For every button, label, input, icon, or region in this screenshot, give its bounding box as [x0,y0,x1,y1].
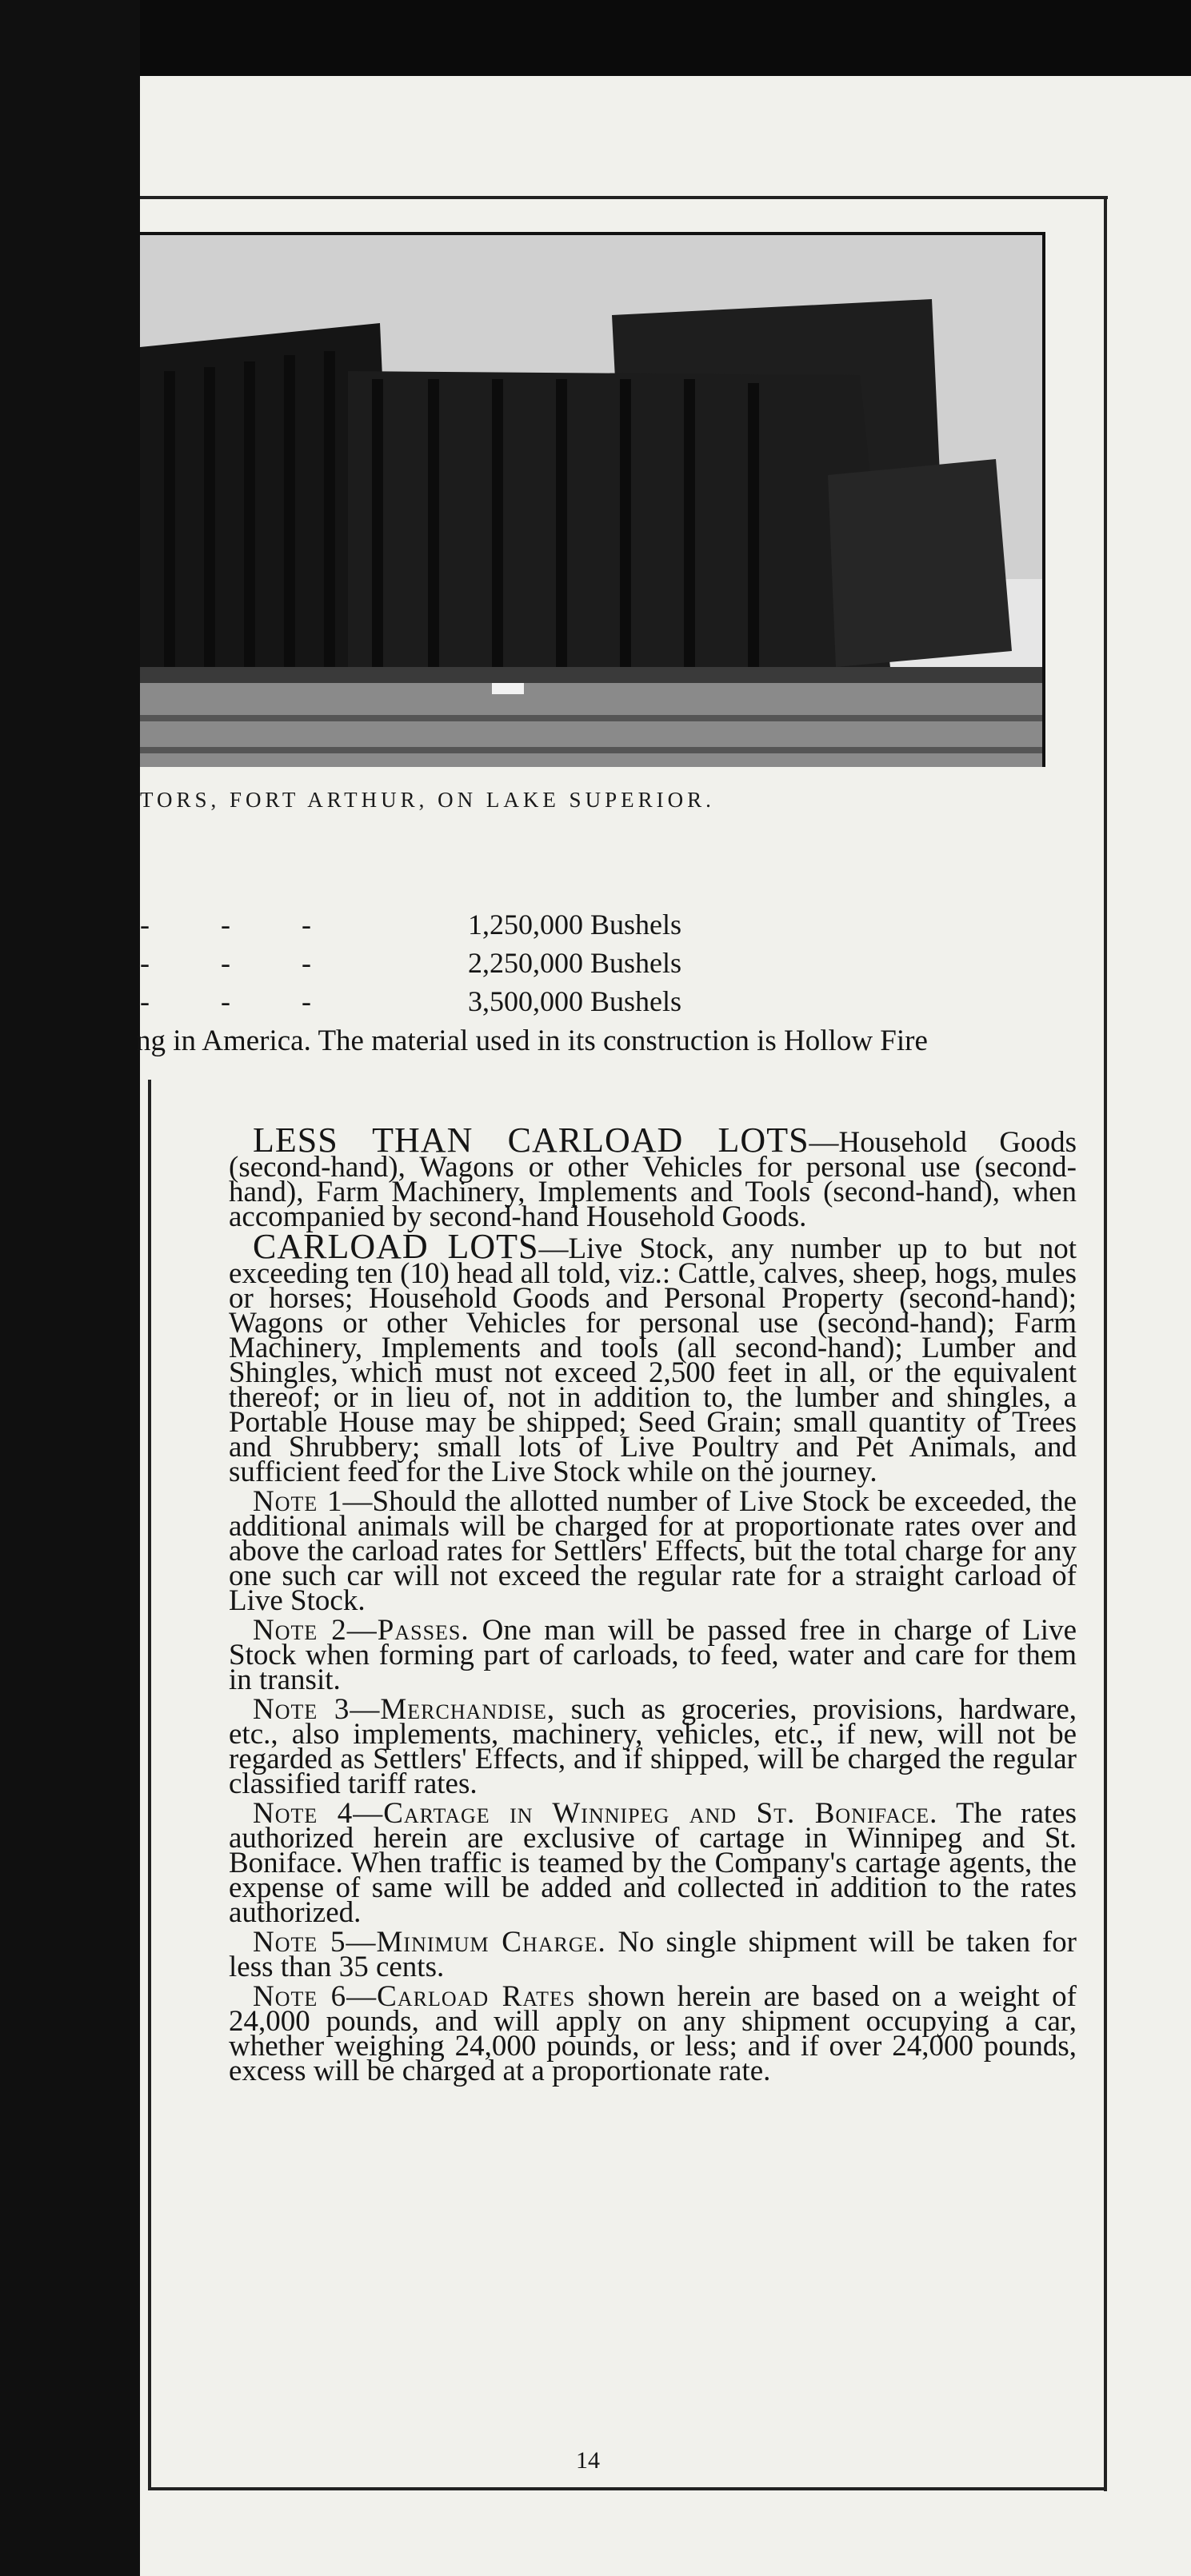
photo-caption: TORS, FORT ARTHUR, ON LAKE SUPERIOR. [140,788,715,812]
capacity-value: 1,250,000 Bushels [468,909,682,941]
paragraph-carload [229,1227,1077,1488]
elevator-illustration [140,235,1042,767]
note-1-body: —Should the allotted number of Live Stock be exceeded, the additional animals will be charged for at proportionate rates over and above the carload rates for Settlers' Effects, but the total charge for any one such car will not exceed the regular rate for a straight carload of Live Stock. [229,1485,1077,1617]
note-5-head: Note 5—Minimum Charge. [253,1926,606,1959]
note-1-head: Note 1 [253,1485,343,1518]
note-5 [229,1926,1077,1983]
note-1 [229,1485,1077,1617]
note-4-body: The rates authorized herein are exclusive of cartage in Winnipeg and St. Boniface. When traffic is teamed by the Company's cartage agents, the expense of same will be added and collected in addition to the rates authorized. [229,1797,1077,1929]
note-4-head: Note 4—Cartage in Winnipeg and St. Boniface. [253,1797,938,1830]
grain-elevator-photo [140,232,1045,767]
less-than-carload-body: —Household Goods (second-hand), Wagons or other Vehicles for personal use (second-hand), Farm Machinery, Implements and Tools (second-hand), when accompanied by second-hand Household Goods. [229,1126,1077,1233]
paragraph-less-than-carload [229,1120,1077,1233]
note-6 [229,1980,1077,2087]
note-3-body: such as groceries, provisions, hardware, etc., also implements, machinery, vehicles, etc., if new, will not be regarded as Settlers' Effects, and if shipped, will be charged the regular classified tariff rates. [229,1693,1077,1800]
note-3 [229,1693,1077,1800]
leader-dashes: - - - [140,985,343,1017]
note-6-head: Note 6—Carload Rates [253,1980,576,2013]
note-5-body: No single shipment will be taken for less than 35 cents. [229,1926,1077,1983]
note-2-head: Note 2—Passes. [253,1614,470,1647]
document-page [136,76,1191,2576]
rates-text-box [148,1080,1105,2490]
page-number: 14 [576,2447,600,2474]
note-3-head: Note 3—Merchandise, [253,1693,556,1726]
heading-carload: CARLOAD LOTS [253,1227,539,1266]
heading-less-than-carload: LESS THAN CARLOAD LOTS [253,1120,809,1160]
leader-dashes: - - - [140,947,343,979]
scan-dark-margin [0,0,140,2576]
rates-text [229,1120,1077,2088]
capacity-row [140,984,940,1024]
capacity-value: 2,250,000 Bushels [468,947,682,979]
top-rule [140,196,1108,199]
note-6-body: shown herein are based on a weight of 24,000 pounds, and will apply on any shipment occupying a car, whether weighing 24,000 pounds, or less; and if over 24,000 pounds, excess will be charged at a proportionate rate. [229,1980,1077,2087]
note-2-body: One man will be passed free in charge of Live Stock when forming part of carloads, to feed, water and care for them in transit. [229,1614,1077,1696]
note-4 [229,1797,1077,1929]
capacity-value: 3,500,000 Bushels [468,985,682,1017]
carload-body: —Live Stock, any number up to but not exceeding ten (10) head all told, viz.: Cattle, calves, sheep, hogs, mules or horses; Household Goods and Personal Property (second-hand); Wagons or other Vehicles for personal use (second-hand); Farm Machinery, Implements and tools (all second-hand); Lumber and Shingles, which must not exceed 2,500 feet in all, or the equivalent thereof; or in lieu of, not in addition to, the lumber and shingles, a Portable House may be shipped; Seed Grain; small quantity of Trees and Shrubbery; small lots of Live Poultry and Pet Animals, and sufficient feed for the Live Stock while on the journey. [229,1232,1077,1488]
material-line: ng in America. The material used in its construction is Hollow Fire [136,1024,928,1057]
capacity-row [140,946,940,986]
note-2 [229,1614,1077,1696]
leader-dashes: - - - [140,909,343,941]
capacity-row [140,908,940,948]
